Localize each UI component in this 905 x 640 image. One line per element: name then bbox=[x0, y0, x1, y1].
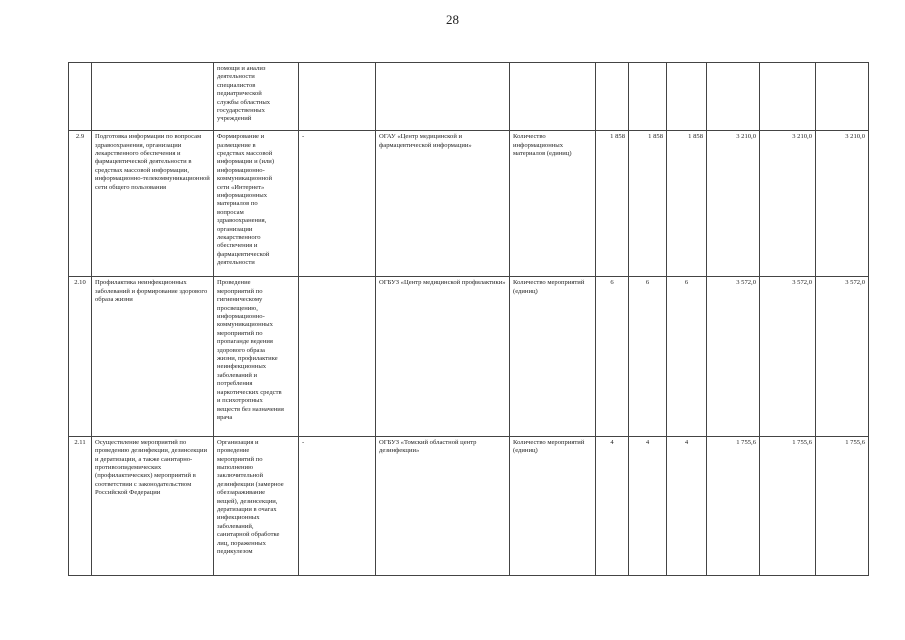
table-row bbox=[69, 131, 869, 277]
cell-value-1: 4 bbox=[596, 436, 629, 575]
program-measures-table bbox=[68, 62, 869, 576]
cell-name bbox=[92, 63, 214, 131]
cell-value-2: 1 858 bbox=[629, 131, 667, 277]
cell-executor: ОГАУ «Центр медицинской и фармацевтической информации» bbox=[376, 131, 510, 277]
cell-value-3 bbox=[667, 63, 707, 131]
cell-value-3: 4 bbox=[667, 436, 707, 575]
cell-executor bbox=[376, 63, 510, 131]
cell-indicator bbox=[510, 63, 596, 131]
cell-value-2 bbox=[629, 63, 667, 131]
cell-funding-1: 3 572,0 bbox=[707, 277, 760, 436]
cell-num: 2.11 bbox=[69, 436, 92, 575]
cell-indicator: Количество мероприятий (единиц) bbox=[510, 277, 596, 436]
cell-measures: помощи и анализ деятельности специалистов педиатрической службы областных государственных учреждений bbox=[214, 63, 299, 131]
cell-value-1: 1 858 bbox=[596, 131, 629, 277]
cell-funding-3 bbox=[816, 63, 869, 131]
cell-funding-3: 3 210,0 bbox=[816, 131, 869, 277]
cell-executor: ОГБУЗ «Томский областной центр дезинфекции» bbox=[376, 436, 510, 575]
cell-indicator: Количество мероприятий (единиц) bbox=[510, 436, 596, 575]
cell-funding-2: 3 210,0 bbox=[760, 131, 816, 277]
cell-measures: Формирование и размещение в средствах массовой информации и (или) информационно- коммуникационной сети «Интернет» информационных материалов по вопросам здравоохранения, организации лекарственного обеспечения и фармацевтической деятельности bbox=[214, 131, 299, 277]
cell-name: Подготовка информации по вопросам здравоохранения, организации лекарственного обеспечения и фармацевтической деятельности в средствах массовой информации, информационно-телекоммуникационной сети общего пользования bbox=[92, 131, 214, 277]
cell-value-1 bbox=[596, 63, 629, 131]
cell-measures: Организация и проведение мероприятий по выполнению заключительной дезинфекции (замерное обеззараживание вещей), дезинсекции, дератизации в очагах инфекционных заболеваний, санитарной обработке лиц, пораженных педикулезом bbox=[214, 436, 299, 575]
cell-funding-2: 3 572,0 bbox=[760, 277, 816, 436]
cell-name: Профилактика неинфекционных заболеваний и формирование здорового образа жизни bbox=[92, 277, 214, 436]
cell-dash: - bbox=[299, 131, 376, 277]
cell-value-3: 6 bbox=[667, 277, 707, 436]
cell-funding-3: 3 572,0 bbox=[816, 277, 869, 436]
cell-dash bbox=[299, 63, 376, 131]
cell-dash bbox=[299, 277, 376, 436]
cell-indicator: Количество информационных материалов (единиц) bbox=[510, 131, 596, 277]
cell-funding-3: 1 755,6 bbox=[816, 436, 869, 575]
cell-funding-2 bbox=[760, 63, 816, 131]
cell-funding-1: 3 210,0 bbox=[707, 131, 760, 277]
table-row-continuation bbox=[69, 63, 869, 131]
cell-value-1: 6 bbox=[596, 277, 629, 436]
cell-num: 2.10 bbox=[69, 277, 92, 436]
table-row bbox=[69, 436, 869, 575]
cell-value-2: 6 bbox=[629, 277, 667, 436]
cell-name: Осуществление мероприятий по проведению дезинфекции, дезинсекции и дератизации, а также санитарно-противоэпидемических (профилактических) мероприятий в соответствии с законодательством Российской Федерации bbox=[92, 436, 214, 575]
cell-dash: - bbox=[299, 436, 376, 575]
cell-num: 2.9 bbox=[69, 131, 92, 277]
cell-measures: Проведение мероприятий по гигиеническому просвещению, информационно- коммуникационных мероприятий по пропаганде ведения здорового образа жизни, профилактике неинфекционных заболеваний и потребления наркотических средств и психотропных веществ без назначения врача bbox=[214, 277, 299, 436]
page-number: 28 bbox=[446, 12, 459, 27]
table-row bbox=[69, 277, 869, 436]
cell-funding-1: 1 755,6 bbox=[707, 436, 760, 575]
cell-executor: ОГБУЗ «Центр медицинской профилактики» bbox=[376, 277, 510, 436]
cell-funding-1 bbox=[707, 63, 760, 131]
cell-value-3: 1 858 bbox=[667, 131, 707, 277]
cell-funding-2: 1 755,6 bbox=[760, 436, 816, 575]
cell-value-2: 4 bbox=[629, 436, 667, 575]
cell-num bbox=[69, 63, 92, 131]
